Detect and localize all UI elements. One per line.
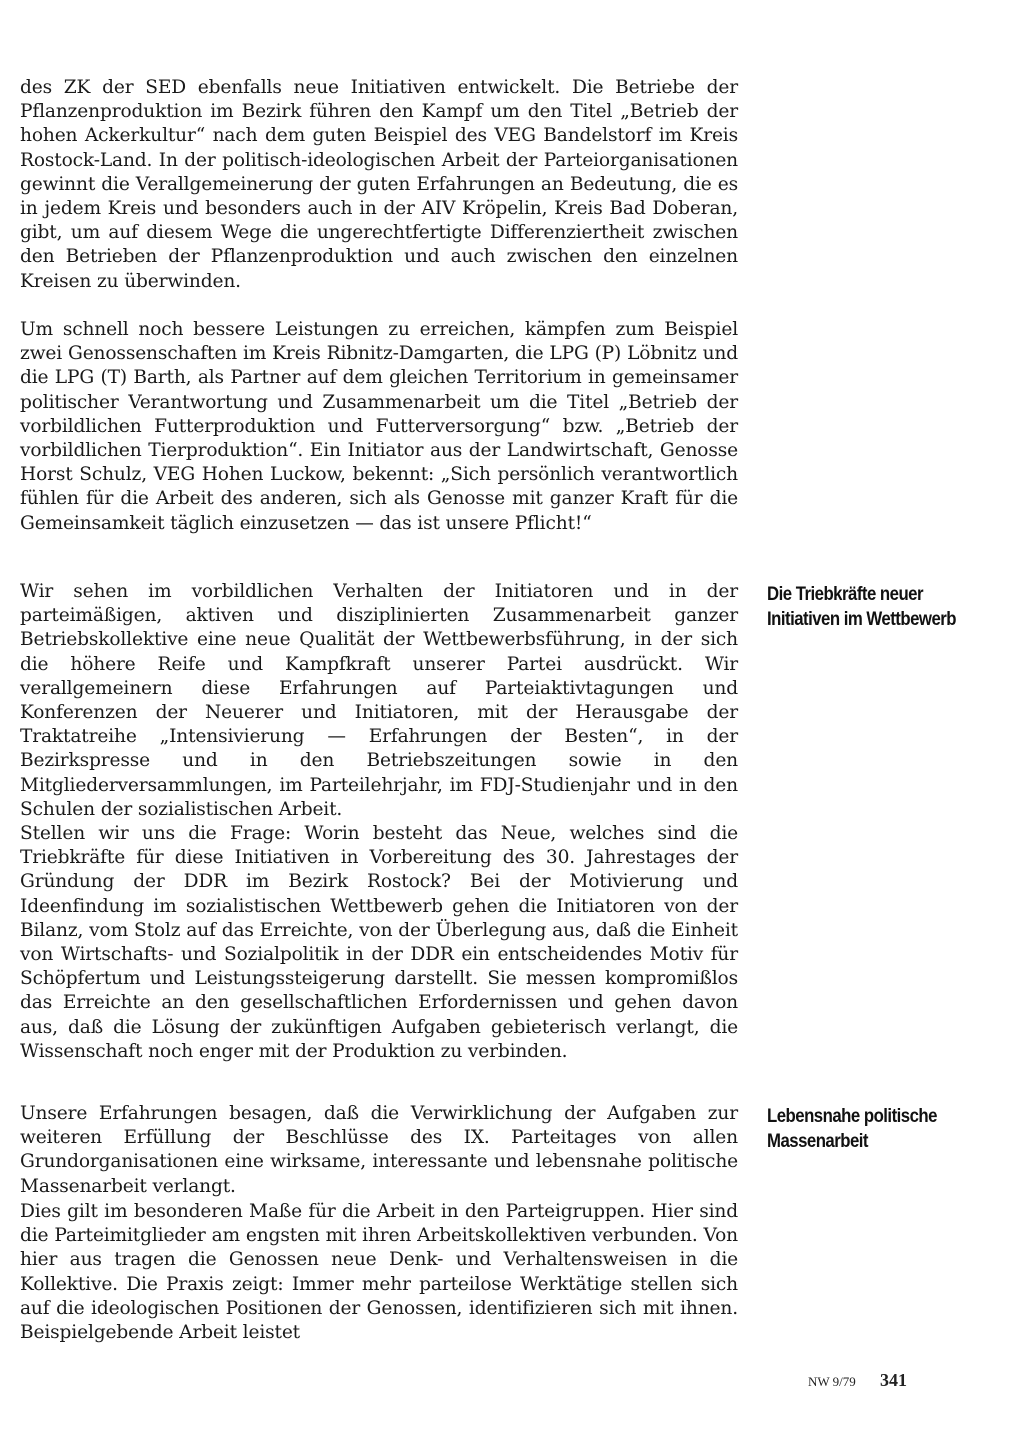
- page-number: 341: [880, 1370, 907, 1390]
- paragraph-6: Dies gilt im besonderen Maße für die Arbeit in den Parteigruppen. Hier sind die Parteimitglieder am engsten mit ihren Arbeitskollektiven verbunden. Von hier aus tragen die Genossen neue Denk- und Verhaltensweisen in die Kollektive. Die Praxis zeigt: Immer mehr parteilose Werktätige stellen sich auf die ideologischen Positionen der Genossen, identifizieren sich mit ihnen. Beispielgebende Arbeit leistet: [20, 1201, 738, 1344]
- margin-heading-triebkraefte: Die Triebkräfte neuer Initiativen im Wettbewerb: [767, 583, 956, 630]
- paragraph-4: Stellen wir uns die Frage: Worin besteht das Neue, welches sind die Triebkräfte für diese Initiativen in Vorbereitung des 30. Jahrestages der Gründung der DDR im Bezirk Rostock? Bei der Motivierung und Ideenfindung im sozialistischen Wettbewerb gehen die Initiatoren von der Bilanz, vom Stolz auf das Erreichte, von der Überlegung aus, daß die Einheit von Wirtschafts- und Sozialpolitik in der DDR ein entscheidendes Motiv für Schöpfertum und Leistungssteigerung darstellt. Sie messen kompromißlos das Erreichte an den gesellschaftlichen Erfordernissen und gehen davon aus, daß die Lösung der zukünftigen Aufgaben gebieterisch verlangt, die Wissenschaft noch enger mit der Produktion zu verbinden.: [20, 823, 738, 1062]
- paragraph-2: Um schnell noch bessere Leistungen zu erreichen, kämpfen zum Beispiel zwei Genossenschaften im Kreis Ribnitz-Damgarten, die LPG (P) Löbnitz und die LPG (T) Barth, als Partner auf dem gleichen Territorium in gemeinsamer politischer Verantwortung und Zusammenarbeit um die Titel „Betrieb der vorbildlichen Futterproduktion und Futterversorgung“ bzw. „Betrieb der vorbildlichen Tierproduktion“. Ein Initiator aus der Landwirtschaft, Genosse Horst Schulz, VEG Hohen Luckow, bekennt: „Sich persönlich verantwortlich fühlen für die Arbeit des anderen, sich als Genosse mit ganzer Kraft für die Gemeinsamkeit täglich einzusetzen — das ist unsere Pflicht!“: [20, 319, 738, 534]
- paragraph-5: Unsere Erfahrungen besagen, daß die Verwirklichung der Aufgaben zur weiteren Erfüllung der Beschlüsse des IX. Parteitages von allen Grundorganisationen eine wirksame, interessante und lebensnahe politische Massenarbeit verlangt.: [20, 1103, 738, 1197]
- paragraph-1: des ZK der SED ebenfalls neue Initiativen entwickelt. Die Betriebe der Pflanzenproduktion im Bezirk führen den Kampf um den Titel „Betrieb der hohen Ackerkultur“ nach dem guten Beispiel des VEG Bandelstorf im Kreis Rostock-Land. In der politisch-ideologischen Arbeit der Parteiorganisationen gewinnt die Verallgemeinerung der guten Erfahrungen an Bedeutung, die es in jedem Kreis und besonders auch in der AIV Kröpelin, Kreis Bad Doberan, gibt, um auf diesem Wege die ungerechtfertigte Differenziertheit zwischen den Betrieben der Pflanzenproduktion und auch zwischen den einzelnen Kreisen zu überwinden.: [20, 77, 738, 292]
- paragraph-3: Wir sehen im vorbildlichen Verhalten der Initiatoren und in der parteimäßigen, aktiven und disziplinierten Zusammenarbeit ganzer Betriebskollektive eine neue Qualität der Wettbewerbsführung, in der sich die höhere Reife und Kampfkraft unserer Partei ausdrückt. Wir verallgemeinern diese Erfahrungen auf Parteiaktivtagungen und Konferenzen der Neuerer und Initiatoren, mit der Herausgabe der Traktatreihe „Intensivierung — Erfahrungen der Besten“, in der Bezirkspresse und in den Betriebszeitungen sowie in den Mitgliederversammlungen, im Parteilehrjahr, im FDJ-Studienjahr und in den Schulen der sozialistischen Arbeit.: [20, 581, 738, 820]
- margin-heading-massenarbeit: Lebensnahe politische Massenarbeit: [767, 1105, 937, 1152]
- issue-code: NW 9/79: [808, 1374, 856, 1389]
